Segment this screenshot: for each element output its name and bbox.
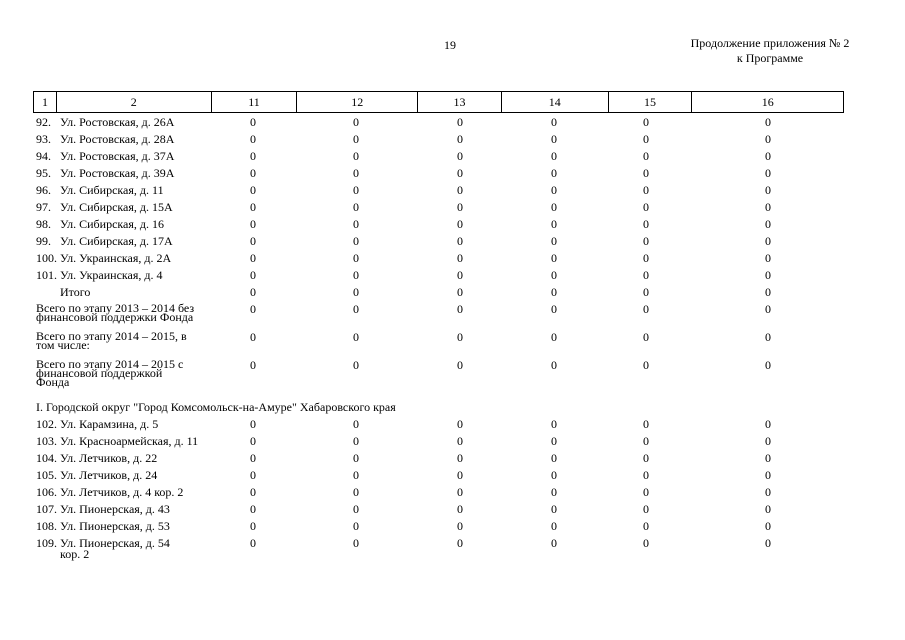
address-cell: Ул. Красноармейская, д. 11 <box>60 434 199 448</box>
value-cell-col-11: 0 <box>250 183 256 197</box>
row-number: 107. <box>36 502 57 516</box>
header-col-2: 2 <box>57 92 212 112</box>
value-cell-col-11: 0 <box>250 251 256 265</box>
value-cell-col-12: 0 <box>353 132 359 146</box>
value-cell-col-14: 0 <box>551 149 557 163</box>
value-cell-col-16: 0 <box>765 536 771 550</box>
value-cell-col-11: 0 <box>250 166 256 180</box>
value-cell-col-15: 0 <box>643 519 649 533</box>
value-cell-col-11: 0 <box>250 502 256 516</box>
value-cell-col-13: 0 <box>457 358 463 372</box>
value-cell-col-12: 0 <box>353 485 359 499</box>
header-col-1: 1 <box>34 92 57 112</box>
address-cell: Ул. Украинская, д. 2А <box>60 251 172 265</box>
value-cell-col-16: 0 <box>765 417 771 431</box>
address-cell: Ул. Ростовская, д. 28А <box>60 132 175 146</box>
value-cell-col-12: 0 <box>353 268 359 282</box>
value-cell-col-13: 0 <box>457 302 463 316</box>
value-cell-col-15: 0 <box>643 536 649 550</box>
value-cell-col-11: 0 <box>250 200 256 214</box>
value-cell-col-12: 0 <box>353 149 359 163</box>
value-cell-col-16: 0 <box>765 302 771 316</box>
row-number: 94. <box>36 149 51 163</box>
value-cell-col-14: 0 <box>551 200 557 214</box>
row-number: 103. <box>36 434 57 448</box>
header-col-16: 16 <box>761 94 774 109</box>
address-cell: Ул. Ростовская, д. 26А <box>60 115 175 129</box>
value-cell-col-12: 0 <box>353 417 359 431</box>
value-cell-col-13: 0 <box>457 115 463 129</box>
value-cell-col-15: 0 <box>643 251 649 265</box>
value-cell-col-11: 0 <box>250 417 256 431</box>
address-cell: Ул. Пионерская, д. 53 <box>60 519 170 533</box>
row-number: 93. <box>36 132 51 146</box>
value-cell-col-16: 0 <box>765 268 771 282</box>
value-cell-col-12: 0 <box>353 285 359 299</box>
value-cell-col-16: 0 <box>765 234 771 248</box>
value-cell-col-11: 0 <box>250 132 256 146</box>
address-cell: Ул. Сибирская, д. 15А <box>60 200 173 214</box>
row-number: 106. <box>36 485 57 499</box>
value-cell-col-14: 0 <box>551 115 557 129</box>
value-cell-col-14: 0 <box>551 268 557 282</box>
value-cell-col-12: 0 <box>353 234 359 248</box>
summary-label: Всего по этапу 2013 – 2014 без финансовой поддержки Фонда <box>36 301 195 324</box>
row-number: 109. <box>36 536 57 550</box>
value-cell-col-13: 0 <box>457 183 463 197</box>
value-cell-col-14: 0 <box>551 285 557 299</box>
value-cell-col-14: 0 <box>551 502 557 516</box>
value-cell-col-16: 0 <box>765 468 771 482</box>
row-number: 96. <box>36 183 51 197</box>
value-cell-col-16: 0 <box>765 330 771 344</box>
summary-label: Всего по этапу 2014 – 2015 с финансовой поддержкой Фонда <box>36 357 184 389</box>
value-cell-col-14: 0 <box>551 251 557 265</box>
value-cell-col-15: 0 <box>643 285 649 299</box>
value-cell-col-14: 0 <box>551 485 557 499</box>
section-heading: I. Городской округ "Город Комсомольск-на-Амуре" Хабаровского края <box>36 400 396 414</box>
continuation-note <box>660 36 880 66</box>
value-cell-col-15: 0 <box>643 234 649 248</box>
value-cell-col-14: 0 <box>551 519 557 533</box>
value-cell-col-13: 0 <box>457 519 463 533</box>
value-cell-col-11: 0 <box>250 285 256 299</box>
row-number: 108. <box>36 519 57 533</box>
value-cell-col-14: 0 <box>551 330 557 344</box>
value-cell-col-15: 0 <box>643 330 649 344</box>
value-cell-col-16: 0 <box>765 451 771 465</box>
value-cell-col-16: 0 <box>765 485 771 499</box>
value-cell-col-15: 0 <box>643 434 649 448</box>
value-cell-col-13: 0 <box>457 217 463 231</box>
value-cell-col-13: 0 <box>457 485 463 499</box>
value-cell-col-12: 0 <box>353 536 359 550</box>
value-cell-col-14: 0 <box>551 166 557 180</box>
row-number: 105. <box>36 468 57 482</box>
value-cell-col-16: 0 <box>765 115 771 129</box>
table-header-row <box>33 91 844 113</box>
value-cell-col-14: 0 <box>551 358 557 372</box>
value-cell-col-13: 0 <box>457 451 463 465</box>
value-cell-col-11: 0 <box>250 451 256 465</box>
address-cell: Ул. Пионерская, д. 43 <box>60 502 170 516</box>
value-cell-col-12: 0 <box>353 183 359 197</box>
value-cell-col-11: 0 <box>250 519 256 533</box>
value-cell-col-16: 0 <box>765 200 771 214</box>
value-cell-col-13: 0 <box>457 330 463 344</box>
value-cell-col-15: 0 <box>643 166 649 180</box>
row-number: 95. <box>36 166 51 180</box>
value-cell-col-16: 0 <box>765 434 771 448</box>
value-cell-col-12: 0 <box>353 166 359 180</box>
value-cell-col-15: 0 <box>643 451 649 465</box>
value-cell-col-15: 0 <box>643 183 649 197</box>
value-cell-col-12: 0 <box>353 200 359 214</box>
value-cell-col-16: 0 <box>765 217 771 231</box>
value-cell-col-16: 0 <box>765 183 771 197</box>
value-cell-col-13: 0 <box>457 468 463 482</box>
value-cell-col-15: 0 <box>643 502 649 516</box>
header-col-14: 14 <box>502 92 609 112</box>
row-number: 98. <box>36 217 51 231</box>
value-cell-col-13: 0 <box>457 502 463 516</box>
value-cell-col-16: 0 <box>765 166 771 180</box>
value-cell-col-11: 0 <box>250 485 256 499</box>
value-cell-col-13: 0 <box>457 251 463 265</box>
value-cell-col-13: 0 <box>457 285 463 299</box>
value-cell-col-15: 0 <box>643 468 649 482</box>
value-cell-col-12: 0 <box>353 217 359 231</box>
value-cell-col-11: 0 <box>250 468 256 482</box>
value-cell-col-13: 0 <box>457 417 463 431</box>
row-number: 104. <box>36 451 57 465</box>
value-cell-col-12: 0 <box>353 358 359 372</box>
value-cell-col-11: 0 <box>250 434 256 448</box>
value-cell-col-13: 0 <box>457 149 463 163</box>
value-cell-col-16: 0 <box>765 502 771 516</box>
value-cell-col-14: 0 <box>551 417 557 431</box>
row-number: 101. <box>36 268 57 282</box>
value-cell-col-13: 0 <box>457 268 463 282</box>
value-cell-col-15: 0 <box>643 268 649 282</box>
value-cell-col-13: 0 <box>457 536 463 550</box>
continuation-line-1: Продолжение приложения № 2 <box>690 36 850 50</box>
value-cell-col-12: 0 <box>353 451 359 465</box>
header-col-13: 13 <box>418 92 502 112</box>
address-cell: Ул. Сибирская, д. 17А <box>60 234 173 248</box>
address-cell: Ул. Украинская, д. 4 <box>60 268 163 282</box>
value-cell-col-12: 0 <box>353 330 359 344</box>
value-cell-col-15: 0 <box>643 358 649 372</box>
value-cell-col-14: 0 <box>551 132 557 146</box>
value-cell-col-13: 0 <box>457 200 463 214</box>
address-cell: Ул. Летчиков, д. 4 кор. 2 <box>60 485 184 499</box>
value-cell-col-16: 0 <box>765 285 771 299</box>
value-cell-col-15: 0 <box>643 217 649 231</box>
address-cell: Ул. Сибирская, д. 16 <box>60 217 165 231</box>
address-cell: Ул. Карамзина, д. 5 <box>60 417 159 431</box>
value-cell-col-15: 0 <box>643 417 649 431</box>
header-col-12: 12 <box>297 92 418 112</box>
value-cell-col-15: 0 <box>643 485 649 499</box>
header-col-15: 15 <box>609 92 693 112</box>
value-cell-col-11: 0 <box>250 217 256 231</box>
value-cell-col-13: 0 <box>457 166 463 180</box>
value-cell-col-16: 0 <box>765 251 771 265</box>
summary-label: Итого <box>60 285 91 299</box>
value-cell-col-16: 0 <box>765 149 771 163</box>
value-cell-col-13: 0 <box>457 132 463 146</box>
value-cell-col-12: 0 <box>353 519 359 533</box>
address-cell: Ул. Летчиков, д. 24 <box>60 468 158 482</box>
row-number: 102. <box>36 417 57 431</box>
value-cell-col-15: 0 <box>643 200 649 214</box>
value-cell-col-12: 0 <box>353 468 359 482</box>
value-cell-col-12: 0 <box>353 251 359 265</box>
value-cell-col-11: 0 <box>250 149 256 163</box>
address-cell: Ул. Пионерская, д. 54 кор. 2 <box>60 536 170 561</box>
value-cell-col-15: 0 <box>643 115 649 129</box>
address-cell: Ул. Сибирская, д. 11 <box>60 183 164 197</box>
value-cell-col-14: 0 <box>551 217 557 231</box>
value-cell-col-15: 0 <box>643 132 649 146</box>
address-cell: Ул. Ростовская, д. 39А <box>60 166 175 180</box>
value-cell-col-16: 0 <box>765 132 771 146</box>
value-cell-col-11: 0 <box>250 536 256 550</box>
row-number: 97. <box>36 200 51 214</box>
page-number: 19 <box>444 38 456 52</box>
value-cell-col-14: 0 <box>551 302 557 316</box>
summary-label: Всего по этапу 2014 – 2015, в том числе: <box>36 329 187 352</box>
header-col-11: 11 <box>212 92 298 112</box>
value-cell-col-14: 0 <box>551 183 557 197</box>
value-cell-col-12: 0 <box>353 302 359 316</box>
value-cell-col-13: 0 <box>457 234 463 248</box>
row-number: 99. <box>36 234 51 248</box>
value-cell-col-11: 0 <box>250 358 256 372</box>
value-cell-col-11: 0 <box>250 330 256 344</box>
continuation-line-2: к Программе <box>736 51 804 65</box>
row-number: 100. <box>36 251 57 265</box>
value-cell-col-16: 0 <box>765 519 771 533</box>
value-cell-col-12: 0 <box>353 115 359 129</box>
value-cell-col-12: 0 <box>353 502 359 516</box>
value-cell-col-12: 0 <box>353 434 359 448</box>
value-cell-col-11: 0 <box>250 268 256 282</box>
value-cell-col-15: 0 <box>643 302 649 316</box>
address-cell: Ул. Ростовская, д. 37А <box>60 149 175 163</box>
value-cell-col-13: 0 <box>457 434 463 448</box>
value-cell-col-14: 0 <box>551 536 557 550</box>
value-cell-col-11: 0 <box>250 302 256 316</box>
value-cell-col-14: 0 <box>551 434 557 448</box>
value-cell-col-15: 0 <box>643 149 649 163</box>
row-number: 92. <box>36 115 51 129</box>
value-cell-col-14: 0 <box>551 451 557 465</box>
value-cell-col-16: 0 <box>765 358 771 372</box>
value-cell-col-11: 0 <box>250 234 256 248</box>
value-cell-col-14: 0 <box>551 234 557 248</box>
address-cell: Ул. Летчиков, д. 22 <box>60 451 158 465</box>
value-cell-col-11: 0 <box>250 115 256 129</box>
value-cell-col-14: 0 <box>551 468 557 482</box>
